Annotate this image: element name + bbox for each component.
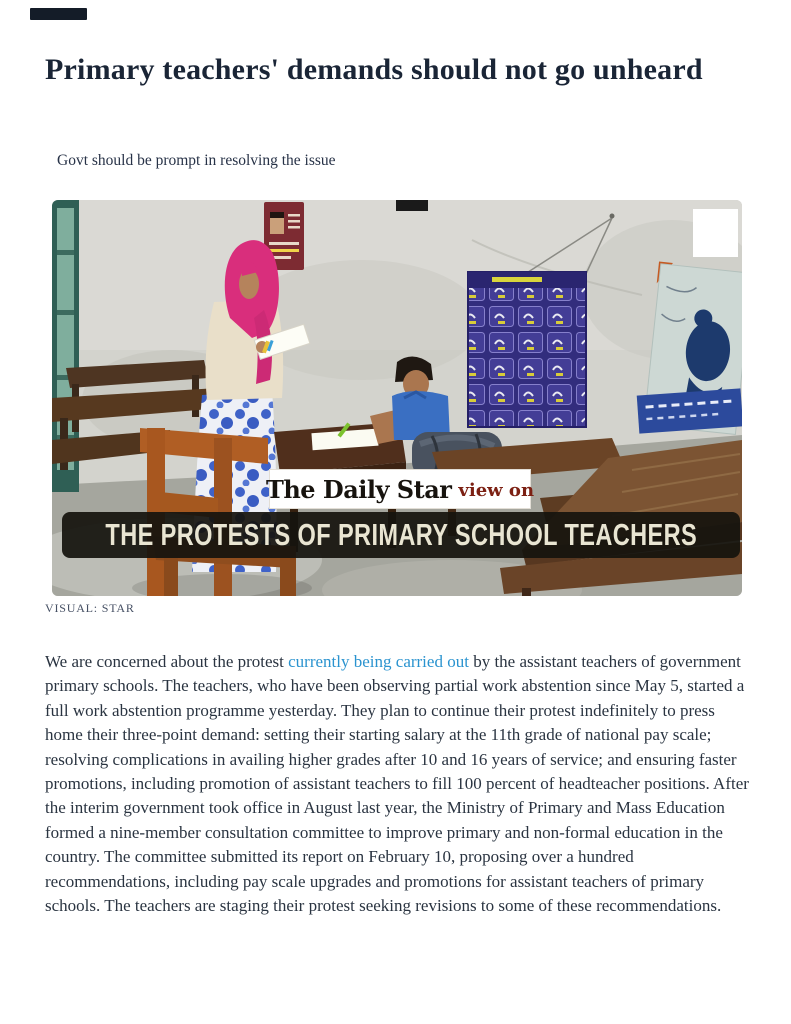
masthead-view-on-label: view on [458, 480, 535, 501]
article-body [45, 650, 751, 918]
article-inline-link[interactable]: currently being carried out [288, 652, 469, 671]
article-photo [52, 200, 742, 596]
photo-title-banner [62, 512, 740, 558]
wall-vent [396, 200, 428, 211]
daily-star-masthead-overlay [265, 470, 535, 508]
masked-logo-square [693, 209, 738, 257]
article-subtitle: Govt should be prompt in resolving the issue [57, 152, 336, 169]
masthead-logo-text: The Daily Star [265, 474, 452, 504]
photo-banner-text: THE PROTESTS OF PRIMARY SCHOOL TEACHERS [105, 517, 697, 552]
photo-credit-caption: VISUAL: STAR [45, 601, 135, 615]
blue-strip-banner [637, 388, 742, 433]
page-title: Primary teachers' demands should not go unheard [45, 53, 703, 86]
body-text-post: by the assistant teachers of government primary schools. The teachers, who have been observing partial work abstention since May 5, started a full work abstention programme yesterday. They plan to continue their protest indefinitely to press home their three-point demand: setting their starting salary at the 11th grade of national pay scale; resolving complications in availing higher grades after 10 and 16 years of service; and ensuring faster promotions, including promotion of assistant teachers to fill 100 percent of headteacher positions. After the interim government took office in August last year, the Ministry of Primary and Mass Education formed a nine-member consultation committee to improve primary and non-formal education in the country. The committee submitted its report on February 10, proposing over a hundred recommendations, including pay scale upgrades and promotions for assistant teachers of primary schools. The teachers are staging their protest seeking revisions to some of these recommendations. [45, 652, 749, 916]
body-text-pre: We are concerned about the protest [45, 652, 289, 671]
top-bar-fragment [30, 8, 87, 20]
